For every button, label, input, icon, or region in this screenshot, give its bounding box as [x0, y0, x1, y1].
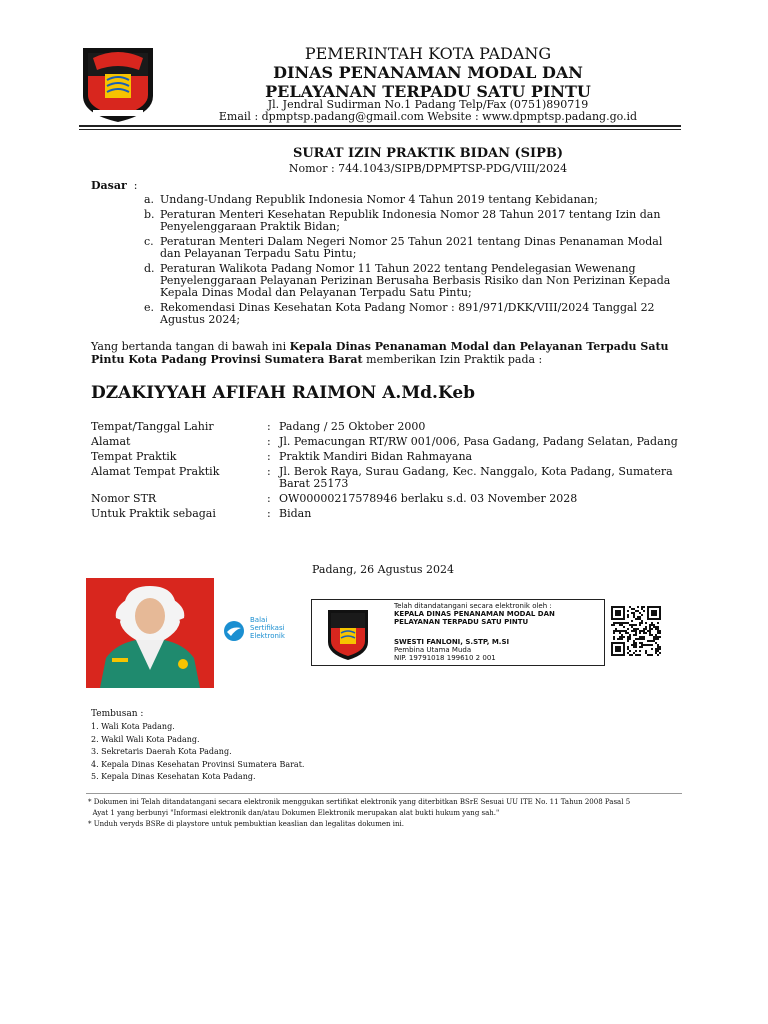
e-signature-details — [394, 602, 604, 662]
bsre-logo-icon — [222, 620, 246, 642]
intro-paragraph: Yang bertanda tangan di bawah ini Kepala Dinas Penanaman Modal dan Pelayanan Terpadu Satu Pintu Kota Padang Provinsi Sumatera Barat memberikan Izin Praktik pada : — [91, 340, 669, 366]
table-row: Tempat/Tanggal Lahir : Padang / 25 Oktober 2000 — [91, 420, 426, 433]
list-item: c. Peraturan Menteri Dalam Negeri Nomor 25 Tahun 2021 tentang Dinas Penanaman Modal dan Pelayanan Terpadu Satu Pintu; — [144, 235, 663, 260]
table-row: Alamat Tempat Praktik : Jl. Berok Raya, Surau Gadang, Kec. Nanggalo, Kota Padang, Sumatera Barat 25173 — [91, 465, 673, 490]
footnotes — [88, 797, 688, 830]
header-address: Jl. Jendral Sudirman No.1 Padang Telp/Fax (0751)890719 — [267, 98, 589, 111]
signer-nip: NIP. 19791018 199610 2 001 — [394, 654, 496, 662]
bsre-line2: Sertifikasi — [250, 624, 285, 632]
issue-date: Padang, 26 Agustus 2024 — [312, 563, 455, 576]
footnote: Ayat 1 yang berbunyi "Informasi elektronik dan/atau Dokumen Elektronik merupakan alat bukti hukum yang sah." — [88, 809, 500, 817]
list-item: d. Peraturan Walikota Padang Nomor 11 Tahun 2022 tentang Pendelegasian Wewenang Penyelenggaraan Pelayanan Perizinan Berusaha Berbasis Risiko dan Non Perizinan Kepada Kepala Dinas Modal dan Pelayanan Terpadu Satu Pintu; — [144, 262, 671, 299]
header-office-line1: DINAS PENANAMAN MODAL DAN — [273, 63, 583, 82]
list-item: a. Undang-Undang Republik Indonesia Nomor 4 Tahun 2019 tentang Kebidanan; — [144, 193, 598, 206]
footnote: * Dokumen ini Telah ditandatangani secara elektronik menggukan sertifikat elektronik yang diterbitkan BSrE Sesuai UU ITE No. 11 Tahun 2008 Pasal 5 — [88, 798, 631, 806]
table-row: Tempat Praktik : Praktik Mandiri Bidan Rahmayana — [91, 450, 473, 463]
list-item: b. Peraturan Menteri Kesehatan Republik Indonesia Nomor 28 Tahun 2017 tentang Izin dan Penyelenggaraan Praktik Bidan; — [144, 208, 661, 233]
header-divider — [79, 125, 681, 127]
bsre-line1: Balai — [250, 616, 268, 624]
signer-name: SWESTI FANLONI, S.STP, M.SI — [394, 638, 510, 646]
licensee-details — [91, 421, 691, 523]
bsre-logo — [222, 616, 304, 646]
dasar-label: Dasar — [91, 179, 127, 192]
header-contact: Email : dpmptsp.padang@gmail.com Website : www.dpmptsp.padang.go.id — [218, 110, 638, 123]
list-item: 1. Wali Kota Padang. — [91, 722, 175, 731]
city-emblem-icon — [79, 44, 157, 124]
list-item: e. Rekomendasi Dinas Kesehatan Kota Padang Nomor : 891/971/DKK/VIII/2024 Tanggal 22 Agustus 2024; — [144, 301, 655, 326]
tembusan-list — [91, 721, 304, 784]
header-government: PEMERINTAH KOTA PADANG — [304, 44, 552, 63]
list-item: 2. Wakil Wali Kota Padang. — [91, 734, 200, 744]
tembusan-title: Tembusan : — [91, 709, 144, 719]
licensee-name: DZAKIYYAH AFIFAH RAIMON A.Md.Keb — [91, 383, 476, 403]
table-row: Untuk Praktik sebagai : Bidan — [91, 507, 312, 520]
dasar-colon: : — [133, 179, 138, 192]
footnote: * Unduh veryds BSRe di playstore untuk pembuktian keaslian dan legalitas dokumen ini. — [88, 820, 404, 828]
licensee-photo — [86, 578, 214, 688]
list-item: 5. Kepala Dinas Kesehatan Kota Padang. — [91, 772, 256, 781]
footer-divider — [86, 793, 682, 794]
signed-note: Telah ditandatangani secara elektronik oleh : — [394, 602, 552, 610]
city-emblem-icon — [322, 608, 394, 662]
list-item: 4. Kepala Dinas Kesehatan Provinsi Sumatera Barat. — [91, 759, 305, 769]
signer-rank: Pembina Utama Muda — [394, 646, 472, 654]
document-number: Nomor : 744.1043/SIPB/DPMPTSP-PDG/VIII/2024 — [288, 162, 568, 175]
dasar-list — [144, 194, 684, 329]
header-office-line2: PELAYANAN TERPADU SATU PINTU — [265, 82, 591, 101]
bsre-line3: Elektronik — [250, 632, 285, 640]
signer-office-line1: KEPALA DINAS PENANAMAN MODAL DAN — [394, 610, 555, 618]
dasar-heading — [91, 179, 138, 192]
signer-office-line2: PELAYANAN TERPADU SATU PINTU — [394, 618, 529, 626]
header-divider-thin — [79, 129, 681, 130]
qr-code-icon — [611, 606, 661, 656]
table-row: Alamat : Jl. Pemacungan RT/RW 001/006, Pasa Gadang, Padang Selatan, Padang — [91, 435, 678, 448]
document-title: SURAT IZIN PRAKTIK BIDAN (SIPB) — [292, 146, 564, 161]
table-row: Nomor STR : OW00000217578946 berlaku s.d. 03 November 2028 — [91, 492, 578, 505]
list-item: 3. Sekretaris Daerah Kota Padang. — [91, 747, 232, 756]
issuing-authority: Kepala Dinas Penanaman Modal dan Pelayanan Terpadu Satu Pintu Kota Padang Provinsi Sumatera Barat — [91, 340, 669, 366]
